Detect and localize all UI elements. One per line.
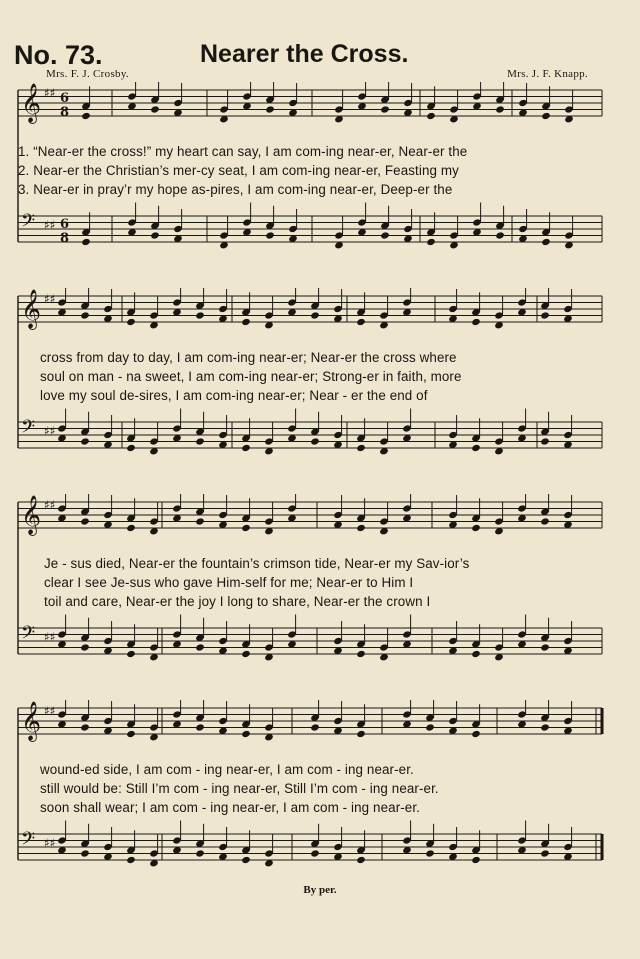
- note-head: [195, 517, 205, 525]
- note-head: [126, 650, 136, 658]
- note-head: [195, 311, 205, 319]
- bass-staff: [18, 203, 602, 250]
- lyric-verse-2: 2. Near-er the Christian’s mer-cy seat, I am com-ing near-er, Feasting my: [18, 163, 459, 178]
- lyric-verse-1: wound-ed side, I am com - ing near-er, I am com - ing near-er.: [40, 762, 414, 777]
- note-head: [126, 444, 136, 452]
- note-head: [541, 238, 551, 246]
- lyric-verse-2: soul on man - na sweet, I am com-ing near-er; Strong-er in faith, more: [40, 369, 462, 384]
- bass-clef-icon: 𝄢: [21, 623, 36, 648]
- hymn-number: No. 73.: [14, 40, 103, 70]
- note-head: [471, 524, 481, 532]
- note-head: [310, 723, 320, 731]
- note-head: [356, 730, 366, 738]
- note-head: [126, 524, 136, 532]
- lyric-verse-3: love my soul de-sires, I am com-ing near-er; Near - er the end of: [40, 388, 428, 403]
- note-head: [265, 105, 275, 113]
- note-head: [81, 112, 91, 120]
- time-signature-top: 6: [60, 91, 70, 106]
- lyric-verse-1: Je - sus died, Near-er the fountain’s crimson tide, Near-er my Sav-ior’s: [44, 556, 470, 571]
- note-head: [241, 318, 251, 326]
- note-head: [80, 437, 90, 445]
- key-signature-icon: ♯♯: [44, 704, 56, 718]
- note-head: [495, 231, 505, 239]
- note-head: [425, 849, 435, 857]
- lyric-verse-2: still would be: Still I’m com - ing near-er, Still I’m com - ing near-er.: [40, 781, 439, 796]
- note-head: [540, 849, 550, 857]
- note-head: [195, 437, 205, 445]
- note-head: [80, 643, 90, 651]
- note-head: [150, 231, 160, 239]
- lyric-verse-3: toil and care, Near-er the joy I long to share, Near-er the crown I: [44, 594, 431, 609]
- note-head: [310, 849, 320, 857]
- note-head: [356, 524, 366, 532]
- note-head: [356, 444, 366, 452]
- note-head: [540, 437, 550, 445]
- key-signature-icon: ♯♯: [44, 218, 56, 232]
- note-head: [265, 231, 275, 239]
- note-head: [310, 437, 320, 445]
- lyric-verse-3: soon shall wear; I am com - ing near-er, I am com - ing near-er.: [40, 800, 420, 815]
- bass-staff: [18, 409, 602, 456]
- note-head: [471, 318, 481, 326]
- note-head: [241, 444, 251, 452]
- note-head: [356, 318, 366, 326]
- bass-clef-icon: 𝄢: [21, 417, 36, 442]
- music-system-3: [12, 494, 608, 684]
- key-signature-icon: ♯♯: [44, 424, 56, 438]
- treble-clef-icon: 𝄞: [21, 701, 42, 741]
- lyric-verse-1: 1. “Near-er the cross!” my heart can say, I am com-ing near-er, Near-er the: [18, 144, 468, 159]
- note-head: [495, 105, 505, 113]
- key-signature-icon: ♯♯: [44, 86, 56, 100]
- note-head: [80, 517, 90, 525]
- note-head: [241, 856, 251, 864]
- note-head: [126, 856, 136, 864]
- note-head: [81, 238, 91, 246]
- treble-staff: [18, 288, 602, 330]
- note-head: [241, 730, 251, 738]
- time-signature-top: 6: [60, 217, 70, 232]
- note-head: [540, 311, 550, 319]
- note-head: [540, 723, 550, 731]
- note-head: [310, 311, 320, 319]
- note-head: [195, 849, 205, 857]
- note-head: [471, 856, 481, 864]
- treble-clef-icon: 𝄞: [21, 495, 42, 535]
- key-signature-icon: ♯♯: [44, 630, 56, 644]
- time-signature-bottom: 8: [60, 105, 70, 120]
- treble-staff: [18, 82, 602, 124]
- treble-clef-icon: 𝄞: [21, 289, 42, 329]
- note-head: [80, 723, 90, 731]
- note-head: [540, 643, 550, 651]
- key-signature-icon: ♯♯: [44, 498, 56, 512]
- treble-staff: [18, 700, 602, 742]
- note-head: [195, 723, 205, 731]
- note-head: [471, 444, 481, 452]
- permission-note: By per.: [303, 884, 337, 896]
- note-head: [150, 105, 160, 113]
- note-head: [540, 517, 550, 525]
- time-signature-bottom: 8: [60, 231, 70, 246]
- key-signature-icon: ♯♯: [44, 292, 56, 306]
- bass-clef-icon: 𝄢: [21, 829, 36, 854]
- treble-staff: [18, 494, 602, 536]
- note-head: [471, 650, 481, 658]
- note-head: [380, 231, 390, 239]
- bass-clef-icon: 𝄢: [21, 211, 36, 236]
- bass-staff: [18, 821, 602, 868]
- music-system-2: [12, 288, 608, 478]
- lyric-verse-3: 3. Near-er in pray’r my hope as-pires, I am com-ing near-er, Deep-er the: [18, 182, 453, 197]
- note-head: [241, 524, 251, 532]
- treble-clef-icon: 𝄞: [21, 83, 42, 123]
- note-head: [471, 730, 481, 738]
- note-head: [80, 311, 90, 319]
- music-system-4: [12, 700, 608, 882]
- key-signature-icon: ♯♯: [44, 836, 56, 850]
- bass-staff: [18, 615, 602, 662]
- note-head: [126, 318, 136, 326]
- note-head: [541, 112, 551, 120]
- hymn-title: Nearer the Cross.: [200, 40, 409, 68]
- lyric-verse-2: clear I see Je-sus who gave Him-self for me; Near-er to Him I: [44, 575, 414, 590]
- lyric-verse-1: cross from day to day, I am com-ing near-er; Near-er the cross where: [40, 350, 457, 365]
- composer-credit: Mrs. J. F. Knapp.: [507, 68, 588, 80]
- note-head: [80, 849, 90, 857]
- note-head: [356, 650, 366, 658]
- note-head: [426, 238, 436, 246]
- note-head: [380, 105, 390, 113]
- note-head: [426, 112, 436, 120]
- note-head: [126, 730, 136, 738]
- lyricist-credit: Mrs. F. J. Crosby.: [46, 68, 129, 80]
- note-head: [356, 856, 366, 864]
- note-head: [241, 650, 251, 658]
- music-system-1: [12, 82, 608, 272]
- note-head: [195, 643, 205, 651]
- note-head: [425, 723, 435, 731]
